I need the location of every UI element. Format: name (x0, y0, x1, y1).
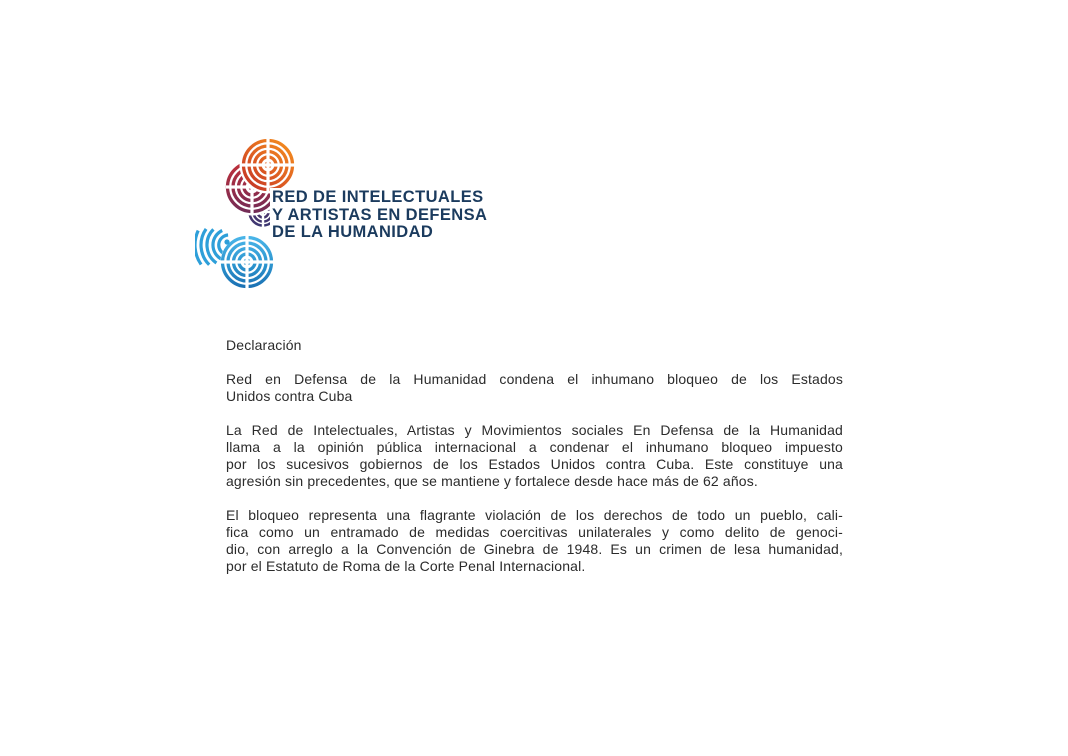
text-line: fica como un entramado de medidas coercitivas unilaterales y como delito de genoci- (226, 524, 843, 540)
logo-motif-circle-orange (240, 137, 297, 194)
text-line: agresión sin precedentes, que se mantiene y fortalece desde hace más de 62 años. (226, 473, 758, 489)
text-line: Unidos contra Cuba (226, 388, 353, 404)
logo-wordmark-text: DE LA HUMANIDAD (270, 223, 436, 241)
text-line: llama a la opinión pública internacional a condenar el inhumano bloqueo impuesto (226, 439, 843, 455)
paragraph (226, 507, 843, 575)
text-line: Red en Defensa de la Humanidad condena el inhumano bloqueo de los Estados (226, 371, 843, 387)
logo-wordmark-line (270, 189, 490, 207)
text-line: El bloqueo representa una flagrante violación de los derechos de todo un pueblo, cali- (226, 507, 843, 523)
rednh-logo (195, 135, 495, 290)
logo-wordmark-text: RED DE INTELECTUALES (270, 188, 487, 206)
paragraph (226, 422, 843, 490)
logo-wordmark (270, 189, 490, 242)
document-heading-block (226, 337, 843, 354)
logo-wordmark-line (270, 224, 490, 242)
document-body (226, 337, 843, 575)
logo-fan-dot (224, 239, 229, 244)
paragraph-subtitle (226, 371, 843, 405)
logo-wordmark-line (270, 207, 490, 225)
logo-wordmark-text: Y ARTISTAS EN DEFENSA (270, 206, 490, 224)
text-line: dio, con arreglo a la Convención de Ginebra de 1948. Es un crimen de lesa humanidad, (226, 541, 843, 557)
text-line: La Red de Intelectuales, Artistas y Movimientos sociales En Defensa de la Humanidad (226, 422, 843, 438)
text-line: por el Estatuto de Roma de la Corte Penal Internacional. (226, 558, 586, 574)
document-heading: Declaración (226, 337, 302, 353)
text-line: por los sucesivos gobiernos de los Estados Unidos contra Cuba. Este constituye una (226, 456, 843, 472)
